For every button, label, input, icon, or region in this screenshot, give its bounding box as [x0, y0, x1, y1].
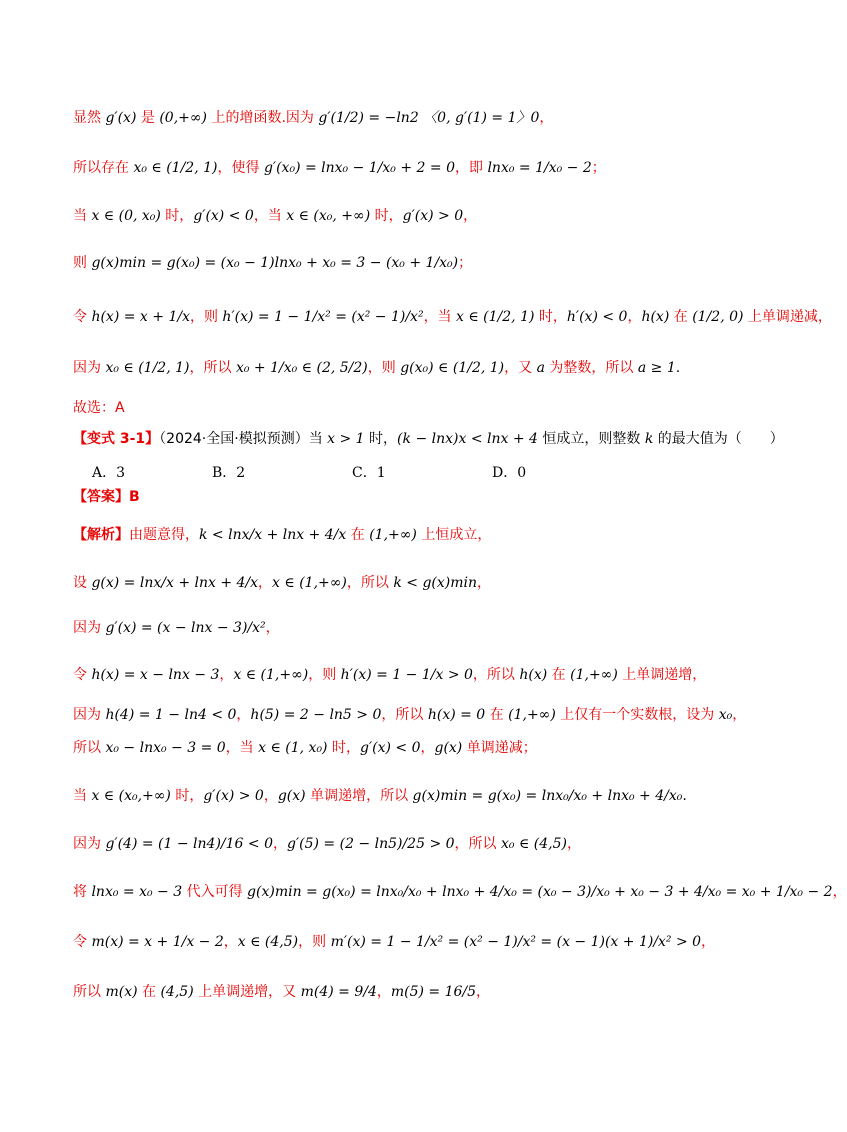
- text-line: [73, 397, 125, 417]
- math-expression: a: [536, 360, 545, 376]
- text-segment: 因为: [73, 360, 106, 376]
- text-segment: 设: [73, 575, 92, 591]
- text-segment: ，又: [504, 360, 537, 376]
- math-expression: g(x): [434, 740, 463, 756]
- section-tag: 【解析】: [73, 527, 129, 543]
- text-segment: 的最大值为（ ）: [653, 431, 784, 447]
- text-segment: ，即: [455, 160, 488, 176]
- text-segment: ，当: [253, 208, 287, 224]
- math-expression: g′(5) = (2 − ln5)/25 > 0: [287, 836, 455, 852]
- math-expression: x ∈ (1/2, 1): [456, 309, 535, 325]
- math-expression: x ∈ (1,+∞): [272, 575, 347, 591]
- text-segment: 令: [73, 309, 92, 325]
- text-segment: ，: [476, 984, 491, 1000]
- math-expression: x₀ − lnx₀ − 3 = 0: [105, 740, 226, 756]
- text-segment: 显然: [73, 110, 106, 126]
- text-segment: 当: [73, 788, 92, 804]
- text-segment: 将: [73, 884, 92, 900]
- text-segment: 在: [346, 527, 370, 543]
- math-expression: h(x): [641, 309, 670, 325]
- math-expression: g′(x) > 0: [402, 208, 464, 224]
- text-line: [73, 617, 280, 637]
- text-segment: 在: [137, 984, 161, 1000]
- text-segment: 所以: [73, 984, 106, 1000]
- math-expression: x₀: [718, 707, 733, 723]
- math-expression: g′(x) > 0: [203, 788, 264, 804]
- math-expression: g(x)min = g(x₀) = lnx₀/x₀ + lnx₀ + 4/x₀ = (x₀ − 3)/x₀ + x₀ − 3 + 4/x₀ = x₀ + 1/x₀ − 2: [247, 884, 833, 900]
- text-segment: ，当: [225, 740, 259, 756]
- text-segment: 在: [485, 707, 509, 723]
- text-segment: ，: [832, 884, 847, 900]
- text-segment: ，所以: [189, 360, 236, 376]
- text-line: [73, 881, 847, 901]
- math-expression: h(5) = 2 − ln5 > 0: [250, 707, 382, 723]
- text-segment: 上恒成立，: [416, 527, 492, 543]
- math-expression: lnx₀ = 1/x₀ − 2: [487, 160, 592, 176]
- text-segment: 恒成立，则整数: [537, 431, 645, 447]
- text-segment: ；: [458, 255, 473, 271]
- text-line: [73, 931, 715, 951]
- math-expression: g′(x): [105, 110, 137, 126]
- math-expression: h(x): [519, 667, 548, 683]
- math-expression: x ∈ (4,5): [237, 934, 299, 950]
- text-segment: .: [675, 360, 681, 376]
- text-segment: ，: [420, 740, 435, 756]
- math-expression: x₀ + 1/x₀ ∈ (2, 5/2): [235, 360, 368, 376]
- text-line: [73, 486, 140, 506]
- math-expression: (1,+∞): [570, 667, 618, 683]
- text-line: [73, 785, 687, 805]
- text-segment: 代入可得: [182, 884, 248, 900]
- text-segment: ，所以: [472, 667, 520, 683]
- text-line: [73, 107, 553, 127]
- math-expression: x₀ ∈ (1/2, 1): [105, 360, 190, 376]
- text-segment: 令: [73, 667, 92, 683]
- math-expression: g′(x) < 0: [193, 208, 254, 224]
- math-expression: m(5) = 16/5: [390, 984, 477, 1000]
- text-segment: .: [682, 788, 687, 804]
- math-expression: h′(x) = 1 − 1/x² = (x² − 1)/x²: [222, 309, 424, 325]
- math-expression: x₀ ∈ (1/2, 1): [133, 160, 218, 176]
- text-line: [73, 357, 680, 377]
- text-segment: ，则: [298, 934, 331, 950]
- math-expression: x > 1: [327, 431, 365, 447]
- text-line: [73, 306, 832, 326]
- text-segment: 时，: [170, 788, 204, 804]
- text-segment: 所以存在: [73, 160, 134, 176]
- text-line: [73, 981, 490, 1001]
- text-segment: 为整数，所以: [544, 360, 638, 376]
- math-expression: x ∈ (0, x₀): [91, 208, 161, 224]
- math-expression: (k − lnx)x < lnx + 4: [397, 431, 538, 447]
- text-segment: ，: [219, 667, 234, 683]
- text-segment: ，: [732, 707, 747, 723]
- text-segment: 时，: [327, 740, 360, 756]
- math-expression: (1,+∞): [369, 527, 417, 543]
- math-expression: g(x): [277, 788, 306, 804]
- text-segment: ，则: [367, 360, 401, 376]
- math-expression: m′(x) = 1 − 1/x² = (x² − 1)/x² = (x − 1)(x + 1)/x² > 0: [330, 934, 702, 950]
- math-expression: g(x)min = g(x₀) = lnx₀/x₀ + lnx₀ + 4/x₀: [412, 788, 683, 804]
- text-segment: 因为: [73, 707, 106, 723]
- text-segment: 当: [73, 208, 92, 224]
- math-expression: g(x₀) ∈ (1/2, 1): [400, 360, 505, 376]
- math-expression: x ∈ (1,+∞): [233, 667, 309, 683]
- math-expression: a ≥ 1: [637, 360, 676, 376]
- answer-option: A．3: [92, 465, 126, 481]
- math-expression: x ∈ (x₀,+∞): [91, 788, 171, 804]
- section-tag: 【变式 3-1】: [73, 431, 160, 447]
- text-line: [73, 664, 706, 684]
- text-line: [73, 704, 746, 724]
- text-segment: ，: [223, 934, 238, 950]
- text-segment: 单调递减；: [462, 740, 537, 756]
- text-line: [73, 737, 537, 757]
- text-segment: ，当: [423, 309, 457, 325]
- math-expression: g′(1/2) = −ln2 〈0, g′(1) = 1〉0: [318, 110, 540, 126]
- text-segment: ，所以: [381, 707, 428, 723]
- math-expression: g′(x) = (x − lnx − 3)/x²: [105, 620, 266, 636]
- text-segment: 令: [73, 934, 92, 950]
- math-expression: lnx₀ = x₀ − 3: [91, 884, 183, 900]
- math-expression: x ∈ (1, x₀): [258, 740, 328, 756]
- math-expression: h(x) = x − lnx − 3: [91, 667, 220, 683]
- math-expression: g′(x₀) = lnx₀ − 1/x₀ + 2 = 0: [263, 160, 455, 176]
- math-expression: h(x) = x + 1/x: [91, 309, 190, 325]
- math-expression: x ∈ (x₀, +∞): [286, 208, 371, 224]
- text-segment: ，: [463, 208, 478, 224]
- text-segment: 在: [547, 667, 571, 683]
- text-segment: ，: [539, 110, 554, 126]
- answer-option: C．1: [352, 465, 386, 481]
- text-segment: ，: [263, 788, 278, 804]
- text-segment: ，则: [189, 309, 223, 325]
- text-segment: 在: [669, 309, 693, 325]
- text-segment: 上仅有一个实数根，设为: [555, 707, 719, 723]
- text-segment: ，: [376, 984, 391, 1000]
- text-line: [73, 205, 477, 225]
- text-segment: （2024·全国·模拟预测）当: [159, 431, 328, 447]
- math-expression: (1,+∞): [508, 707, 556, 723]
- math-expression: h(4) = 1 − ln4 < 0: [105, 707, 237, 723]
- text-segment: ，则: [308, 667, 341, 683]
- text-segment: ，所以: [346, 575, 394, 591]
- math-expression: k: [644, 431, 654, 447]
- answer-option: D．0: [492, 465, 527, 481]
- math-expression: (1/2, 0): [692, 309, 744, 325]
- text-segment: ，: [627, 309, 642, 325]
- math-expression: g′(4) = (1 − ln4)/16 < 0: [105, 836, 273, 852]
- math-expression: g(x) = lnx/x + lnx + 4/x: [91, 575, 259, 591]
- text-segment: 因为: [73, 620, 106, 636]
- math-expression: m(x) = x + 1/x − 2: [91, 934, 224, 950]
- text-segment: ，: [236, 707, 251, 723]
- answer-option: B．2: [212, 465, 246, 481]
- text-segment: 上单调递减，: [743, 309, 832, 325]
- math-expression: h′(x) < 0: [566, 309, 628, 325]
- text-line: [73, 572, 491, 592]
- math-expression: x₀ ∈ (4,5): [501, 836, 567, 852]
- text-segment: 时，: [160, 208, 194, 224]
- text-segment: 因为: [73, 836, 106, 852]
- math-expression: k < lnx/x + lnx + 4/x: [199, 527, 347, 543]
- math-expression: g(x)min = g(x₀) = (x₀ − 1)lnx₀ + x₀ = 3 − (x₀ + 1/x₀): [91, 255, 459, 271]
- math-expression: k < g(x)min: [393, 575, 478, 591]
- text-line: [73, 524, 491, 544]
- text-line: [73, 833, 581, 853]
- math-expression: m(x): [105, 984, 138, 1000]
- text-line: [73, 428, 784, 448]
- math-expression: m(4) = 9/4: [300, 984, 377, 1000]
- text-line: [73, 157, 606, 177]
- text-segment: ，所以: [454, 836, 501, 852]
- text-segment: 是: [136, 110, 160, 126]
- text-segment: 上的增函数.因为: [207, 110, 319, 126]
- math-expression: (4,5): [160, 984, 194, 1000]
- text-line: [73, 252, 472, 272]
- text-segment: ，: [701, 934, 716, 950]
- text-segment: 时，: [370, 208, 403, 224]
- text-segment: ，: [477, 575, 492, 591]
- text-segment: ，: [273, 836, 287, 852]
- text-segment: ，使得: [217, 160, 264, 176]
- text-segment: ，: [265, 620, 280, 636]
- text-segment: 时，: [534, 309, 567, 325]
- text-segment: 则: [73, 255, 92, 271]
- text-segment: 单调递增，所以: [305, 788, 413, 804]
- text-segment: 上单调递增，又: [193, 984, 301, 1000]
- text-segment: ，: [258, 575, 273, 591]
- text-segment: 所以: [73, 740, 106, 756]
- math-expression: (0,+∞): [159, 110, 208, 126]
- text-segment: 上单调递增，: [617, 667, 707, 683]
- text-segment: 故选：A: [73, 400, 125, 416]
- section-tag: 【答案】B: [73, 489, 140, 505]
- text-segment: ；: [591, 160, 606, 176]
- math-expression: g′(x) < 0: [359, 740, 421, 756]
- math-expression: h(x) = 0: [427, 707, 486, 723]
- text-segment: ，: [566, 836, 581, 852]
- math-expression: h′(x) = 1 − 1/x > 0: [340, 667, 473, 683]
- text-segment: 由题意得，: [129, 527, 199, 543]
- text-segment: 时，: [364, 431, 398, 447]
